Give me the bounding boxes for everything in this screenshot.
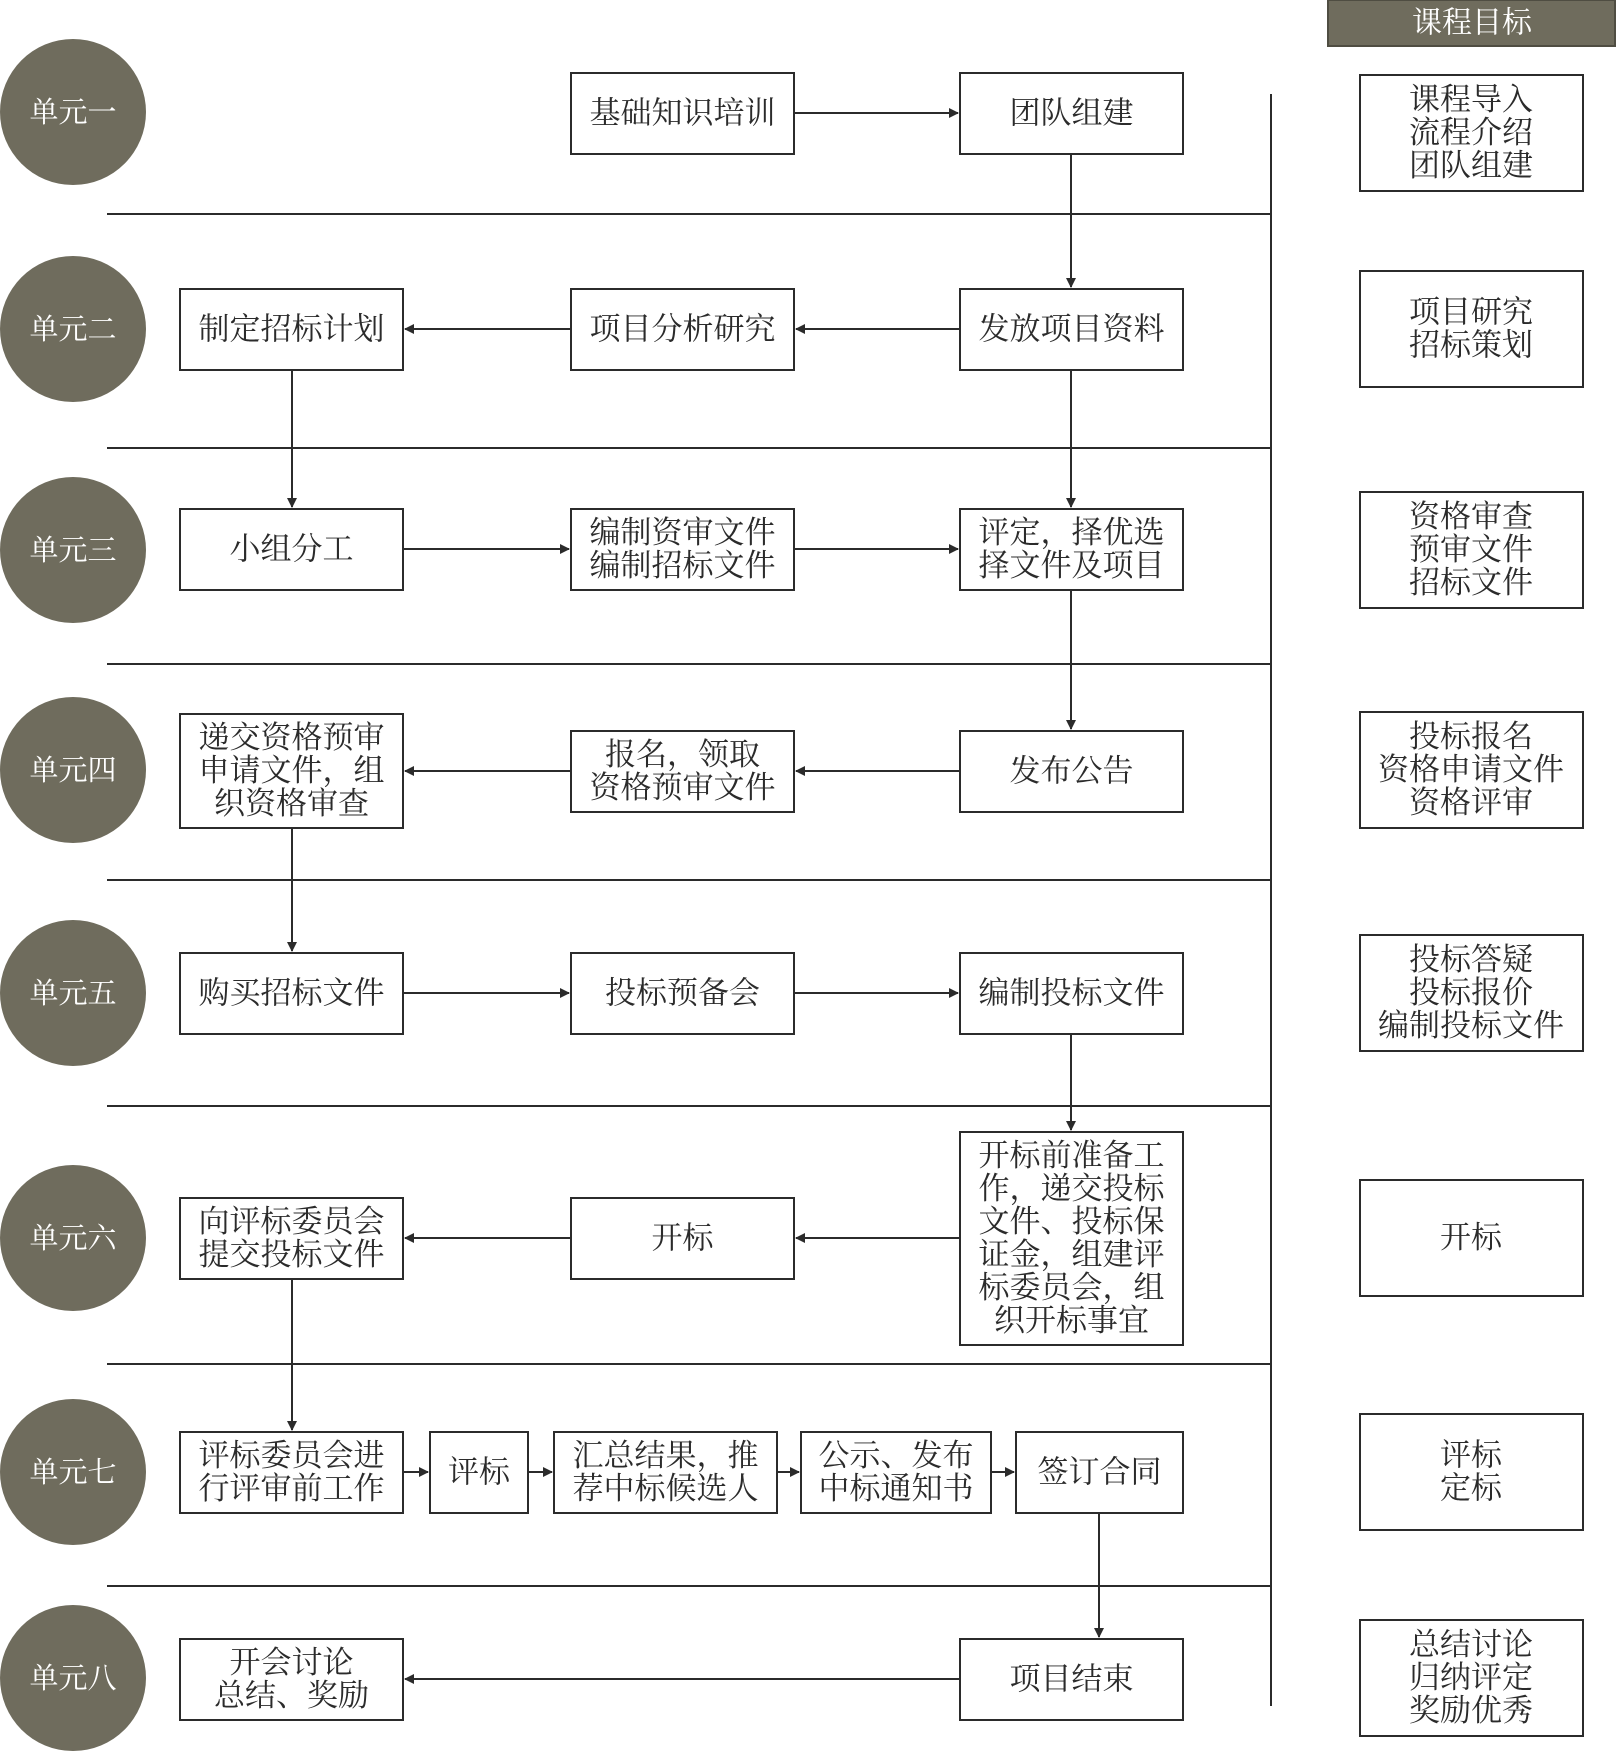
unit-label: 单元六 [29, 1221, 117, 1255]
goal-label-line: 总结讨论 [1409, 1627, 1533, 1663]
step-label-u6-preparation-line: 文件、投标保 [978, 1204, 1165, 1240]
step-label-u2-make-plan-line: 制定招标计划 [198, 311, 385, 348]
step-label-u6-preparation-line: 证金，组建评 [978, 1237, 1165, 1273]
goal-label-line: 奖励优秀 [1409, 1693, 1533, 1729]
unit-label: 单元二 [29, 312, 117, 346]
step-label-u4-register-line: 资格预审文件 [589, 770, 776, 806]
step-label-u7-committee-prep-line: 行评审前工作 [198, 1471, 385, 1507]
goal-label-line: 资格评审 [1409, 785, 1533, 821]
step-label-u4-submit-review-line: 递交资格预审 [198, 720, 385, 756]
course-goals-header-label: 课程目标 [1412, 5, 1532, 41]
step-label-u4-submit-review-line: 申请文件，组 [198, 753, 385, 789]
step-label-u4-submit-review-line: 织资格审查 [214, 786, 369, 822]
step-label-u8-project-end-line: 项目结束 [1009, 1661, 1134, 1698]
unit-label: 单元七 [29, 1455, 117, 1489]
goal-label-line: 评标 [1440, 1437, 1502, 1474]
step-label-u6-bid-opening-line: 开标 [651, 1220, 714, 1257]
goal-label-line: 开标 [1440, 1220, 1502, 1256]
goal-label-line: 编制投标文件 [1378, 1008, 1564, 1044]
goal-label-line: 招标策划 [1409, 327, 1533, 364]
step-label-u4-publish-notice-line: 发布公告 [1009, 753, 1134, 790]
goal-label-line: 团队组建 [1409, 148, 1533, 184]
goal-label-line: 投标报名 [1409, 719, 1533, 755]
step-label-u5-prepare-bid-line: 编制投标文件 [978, 975, 1165, 1012]
step-label-u6-preparation-line: 开标前准备工 [978, 1138, 1165, 1174]
unit-label: 单元三 [29, 533, 117, 567]
goal-label-line: 课程导入 [1409, 82, 1533, 118]
step-label-u7-evaluate-line: 评标 [448, 1454, 510, 1491]
step-label-u7-publish-line: 中标通知书 [818, 1471, 974, 1507]
step-label-u6-preparation-line: 标委员会，组 [978, 1270, 1165, 1306]
unit-label: 单元四 [29, 753, 117, 787]
step-label-u2-issue-materials-line: 发放项目资料 [978, 311, 1165, 348]
unit-label: 单元八 [29, 1661, 117, 1695]
step-label-u2-project-analysis-line: 项目分析研究 [589, 311, 776, 348]
unit-label: 单元五 [29, 976, 117, 1010]
step-label-u6-submit-to-committee-line: 提交投标文件 [198, 1237, 385, 1273]
step-label-u3-group-division-line: 小组分工 [229, 531, 354, 568]
unit-label: 单元一 [29, 95, 117, 129]
step-label-u8-meeting-line: 总结、奖励 [214, 1678, 369, 1714]
goal-label-line: 资格审查 [1409, 499, 1533, 535]
step-label-u1-basic-training-line: 基础知识培训 [589, 95, 776, 132]
goal-label-line: 资格申请文件 [1378, 752, 1564, 788]
step-label-u3-evaluate-line: 评定，择优选 [978, 515, 1165, 551]
step-label-u6-submit-to-committee-line: 向评标委员会 [198, 1204, 385, 1240]
step-label-u7-publish-line: 公示、发布 [818, 1438, 974, 1474]
step-label-u6-preparation-line: 作，递交投标 [978, 1171, 1165, 1207]
step-label-u7-summarize-line: 荐中标候选人 [572, 1471, 759, 1507]
goal-label-line: 归纳评定 [1409, 1660, 1533, 1696]
goal-label-line: 流程介绍 [1409, 115, 1533, 151]
step-label-u7-sign-contract-line: 签订合同 [1037, 1454, 1162, 1491]
step-label-u3-prepare-docs-line: 编制招标文件 [589, 548, 776, 584]
step-label-u5-buy-docs-line: 购买招标文件 [198, 975, 385, 1012]
step-label-u4-register-line: 报名，领取 [605, 737, 760, 773]
step-label-u3-evaluate-line: 择文件及项目 [978, 548, 1165, 584]
step-label-u1-team-building-line: 团队组建 [1009, 95, 1134, 132]
step-label-u3-prepare-docs-line: 编制资审文件 [589, 515, 776, 551]
goal-label-line: 投标答疑 [1409, 942, 1533, 978]
goal-label-line: 预审文件 [1409, 532, 1533, 568]
goal-label-line: 招标文件 [1409, 565, 1533, 601]
goal-label-line: 投标报价 [1409, 975, 1533, 1011]
step-label-u7-committee-prep-line: 评标委员会进 [198, 1438, 385, 1474]
step-label-u5-pre-bid-meeting-line: 投标预备会 [605, 975, 760, 1012]
goal-label-line: 项目研究 [1409, 294, 1533, 331]
step-label-u8-meeting-line: 开会讨论 [229, 1645, 354, 1681]
step-label-u6-preparation-line: 织开标事宜 [994, 1303, 1149, 1339]
step-label-u7-summarize-line: 汇总结果，推 [572, 1438, 759, 1474]
goal-label-line: 定标 [1440, 1470, 1502, 1507]
